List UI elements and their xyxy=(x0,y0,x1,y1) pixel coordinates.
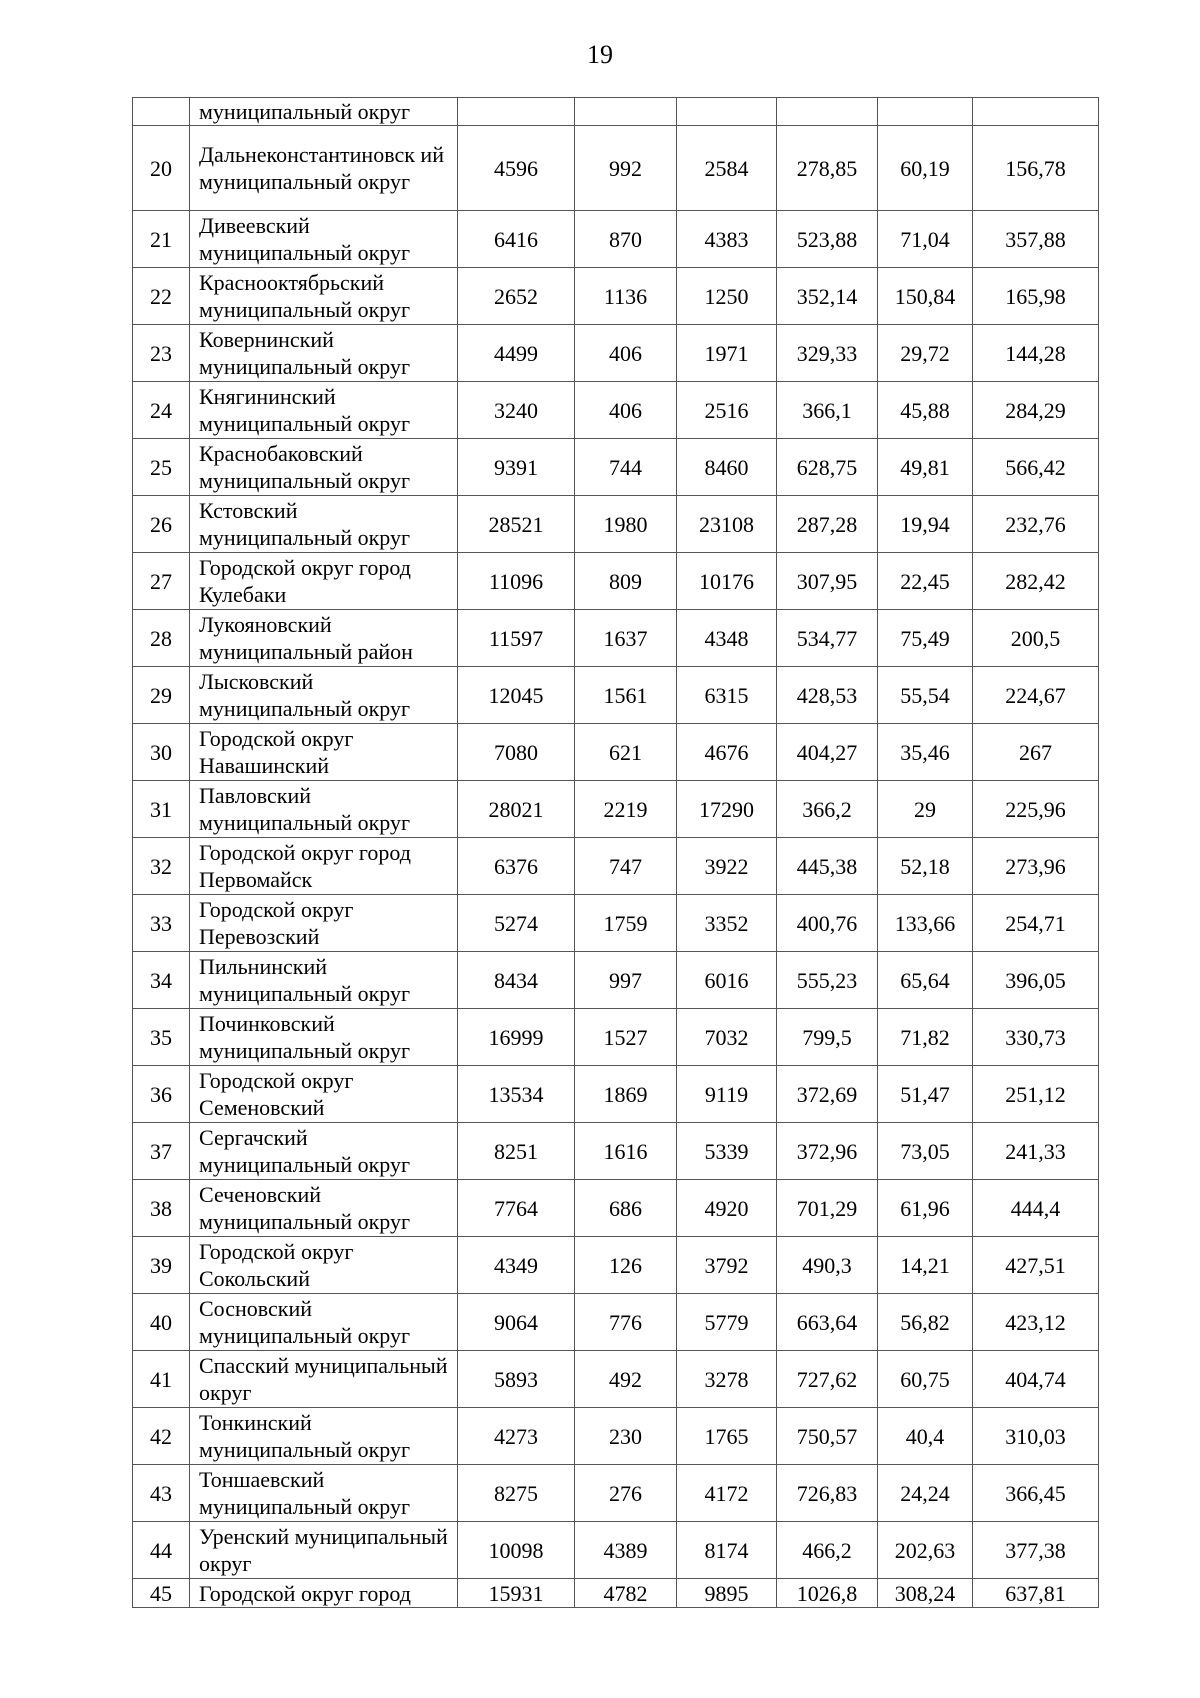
value-col-4: 750,57 xyxy=(777,1408,878,1465)
value-col-1: 4273 xyxy=(458,1408,575,1465)
row-number: 36 xyxy=(133,1066,190,1123)
value-col-4: 726,83 xyxy=(777,1465,878,1522)
value-col-1: 8434 xyxy=(458,952,575,1009)
table-row xyxy=(133,1465,1099,1522)
value-col-4: 278,85 xyxy=(777,126,878,211)
value-col-3: 1250 xyxy=(677,268,777,325)
value-col-1: 16999 xyxy=(458,1009,575,1066)
municipality-name: Сосновский муниципальный округ xyxy=(190,1294,458,1351)
value-col-3: 9895 xyxy=(677,1579,777,1608)
value-col-4: 534,77 xyxy=(777,610,878,667)
row-number: 33 xyxy=(133,895,190,952)
municipality-name: Тонкинский муниципальный округ xyxy=(190,1408,458,1465)
value-col-1: 7080 xyxy=(458,724,575,781)
municipality-name: Городской округ город xyxy=(190,1579,458,1608)
value-col-3 xyxy=(677,98,777,126)
value-col-5: 45,88 xyxy=(878,382,973,439)
value-col-5: 22,45 xyxy=(878,553,973,610)
value-col-6: 566,42 xyxy=(973,439,1099,496)
value-col-4: 628,75 xyxy=(777,439,878,496)
table-row xyxy=(133,724,1099,781)
value-col-3: 2584 xyxy=(677,126,777,211)
value-col-4: 466,2 xyxy=(777,1522,878,1579)
value-col-1: 6376 xyxy=(458,838,575,895)
value-col-6: 165,98 xyxy=(973,268,1099,325)
value-col-1: 4596 xyxy=(458,126,575,211)
municipality-name: Уренский муниципальный округ xyxy=(190,1522,458,1579)
row-number: 28 xyxy=(133,610,190,667)
row-number: 42 xyxy=(133,1408,190,1465)
value-col-5: 35,46 xyxy=(878,724,973,781)
value-col-3: 5779 xyxy=(677,1294,777,1351)
value-col-3: 4676 xyxy=(677,724,777,781)
value-col-6: 377,38 xyxy=(973,1522,1099,1579)
municipality-name: Городской округ город Кулебаки xyxy=(190,553,458,610)
value-col-2: 4782 xyxy=(575,1579,677,1608)
value-col-3: 17290 xyxy=(677,781,777,838)
value-col-5: 19,94 xyxy=(878,496,973,553)
value-col-1: 11096 xyxy=(458,553,575,610)
value-col-1 xyxy=(458,98,575,126)
value-col-2: 1980 xyxy=(575,496,677,553)
row-number: 29 xyxy=(133,667,190,724)
row-number: 32 xyxy=(133,838,190,895)
value-col-2: 4389 xyxy=(575,1522,677,1579)
table-row xyxy=(133,1351,1099,1408)
row-number: 37 xyxy=(133,1123,190,1180)
value-col-1: 4349 xyxy=(458,1237,575,1294)
municipality-name: Ковернинский муниципальный округ xyxy=(190,325,458,382)
municipality-name: Лукояновский муниципальный район xyxy=(190,610,458,667)
value-col-4: 1026,8 xyxy=(777,1579,878,1608)
row-number: 30 xyxy=(133,724,190,781)
municipality-name: Городской округ Перевозский xyxy=(190,895,458,952)
value-col-4: 799,5 xyxy=(777,1009,878,1066)
value-col-1: 9391 xyxy=(458,439,575,496)
table-row xyxy=(133,895,1099,952)
value-col-6: 366,45 xyxy=(973,1465,1099,1522)
row-number: 34 xyxy=(133,952,190,1009)
municipality-name: Дивеевский муниципальный округ xyxy=(190,211,458,268)
row-number: 45 xyxy=(133,1579,190,1608)
value-col-4: 555,23 xyxy=(777,952,878,1009)
value-col-1: 15931 xyxy=(458,1579,575,1608)
value-col-4: 329,33 xyxy=(777,325,878,382)
value-col-4: 372,69 xyxy=(777,1066,878,1123)
value-col-3: 1765 xyxy=(677,1408,777,1465)
value-col-1: 6416 xyxy=(458,211,575,268)
municipality-name: муниципальный округ xyxy=(190,98,458,126)
value-col-4: 428,53 xyxy=(777,667,878,724)
value-col-5: 29,72 xyxy=(878,325,973,382)
value-col-5: 52,18 xyxy=(878,838,973,895)
value-col-2: 997 xyxy=(575,952,677,1009)
value-col-3: 3792 xyxy=(677,1237,777,1294)
row-number: 40 xyxy=(133,1294,190,1351)
value-col-6: 423,12 xyxy=(973,1294,1099,1351)
table-row xyxy=(133,126,1099,211)
row-number: 35 xyxy=(133,1009,190,1066)
value-col-1: 10098 xyxy=(458,1522,575,1579)
value-col-4: 701,29 xyxy=(777,1180,878,1237)
value-col-1: 11597 xyxy=(458,610,575,667)
value-col-5: 150,84 xyxy=(878,268,973,325)
row-number: 22 xyxy=(133,268,190,325)
table-row xyxy=(133,667,1099,724)
value-col-5: 65,64 xyxy=(878,952,973,1009)
value-col-2: 406 xyxy=(575,382,677,439)
value-col-3: 4383 xyxy=(677,211,777,268)
value-col-1: 7764 xyxy=(458,1180,575,1237)
value-col-6 xyxy=(973,98,1099,126)
value-col-2: 1527 xyxy=(575,1009,677,1066)
value-col-5: 14,21 xyxy=(878,1237,973,1294)
value-col-6: 241,33 xyxy=(973,1123,1099,1180)
value-col-2 xyxy=(575,98,677,126)
value-col-1: 13534 xyxy=(458,1066,575,1123)
table-row xyxy=(133,382,1099,439)
value-col-1: 5274 xyxy=(458,895,575,952)
value-col-3: 7032 xyxy=(677,1009,777,1066)
value-col-6: 200,5 xyxy=(973,610,1099,667)
table-row xyxy=(133,1579,1099,1608)
table-row xyxy=(133,1123,1099,1180)
value-col-5: 56,82 xyxy=(878,1294,973,1351)
value-col-2: 1616 xyxy=(575,1123,677,1180)
table-row xyxy=(133,211,1099,268)
value-col-5: 51,47 xyxy=(878,1066,973,1123)
row-number: 38 xyxy=(133,1180,190,1237)
value-col-5: 60,75 xyxy=(878,1351,973,1408)
table-row xyxy=(133,439,1099,496)
value-col-3: 6016 xyxy=(677,952,777,1009)
value-col-6: 144,28 xyxy=(973,325,1099,382)
value-col-2: 992 xyxy=(575,126,677,211)
value-col-4: 490,3 xyxy=(777,1237,878,1294)
value-col-1: 9064 xyxy=(458,1294,575,1351)
value-col-2: 1759 xyxy=(575,895,677,952)
municipality-name: Сеченовский муниципальный округ xyxy=(190,1180,458,1237)
value-col-3: 8174 xyxy=(677,1522,777,1579)
table-row xyxy=(133,1009,1099,1066)
value-col-4: 404,27 xyxy=(777,724,878,781)
municipality-name: Городской округ Навашинский xyxy=(190,724,458,781)
value-col-5: 75,49 xyxy=(878,610,973,667)
value-col-4: 372,96 xyxy=(777,1123,878,1180)
value-col-2: 492 xyxy=(575,1351,677,1408)
value-col-5: 61,96 xyxy=(878,1180,973,1237)
value-col-3: 1971 xyxy=(677,325,777,382)
value-col-6: 267 xyxy=(973,724,1099,781)
value-col-2: 870 xyxy=(575,211,677,268)
value-col-2: 686 xyxy=(575,1180,677,1237)
value-col-6: 404,74 xyxy=(973,1351,1099,1408)
value-col-1: 8275 xyxy=(458,1465,575,1522)
value-col-3: 9119 xyxy=(677,1066,777,1123)
value-col-6: 444,4 xyxy=(973,1180,1099,1237)
table-row xyxy=(133,1522,1099,1579)
page-number: 19 xyxy=(587,40,613,69)
row-number: 23 xyxy=(133,325,190,382)
value-col-6: 251,12 xyxy=(973,1066,1099,1123)
value-col-5: 71,82 xyxy=(878,1009,973,1066)
value-col-5: 71,04 xyxy=(878,211,973,268)
value-col-3: 6315 xyxy=(677,667,777,724)
value-col-2: 126 xyxy=(575,1237,677,1294)
value-col-4 xyxy=(777,98,878,126)
value-col-5: 29 xyxy=(878,781,973,838)
municipality-name: Пильнинский муниципальный округ xyxy=(190,952,458,1009)
value-col-2: 1136 xyxy=(575,268,677,325)
table-row xyxy=(133,781,1099,838)
value-col-6: 357,88 xyxy=(973,211,1099,268)
table-row xyxy=(133,1180,1099,1237)
value-col-3: 8460 xyxy=(677,439,777,496)
municipality-name: Починковский муниципальный округ xyxy=(190,1009,458,1066)
municipality-name: Городской округ Сокольский xyxy=(190,1237,458,1294)
value-col-1: 3240 xyxy=(458,382,575,439)
table-row xyxy=(133,610,1099,667)
value-col-5: 308,24 xyxy=(878,1579,973,1608)
value-col-2: 809 xyxy=(575,553,677,610)
municipality-name: Городской округ Семеновский xyxy=(190,1066,458,1123)
value-col-1: 28021 xyxy=(458,781,575,838)
value-col-2: 621 xyxy=(575,724,677,781)
value-col-2: 1561 xyxy=(575,667,677,724)
value-col-3: 2516 xyxy=(677,382,777,439)
value-col-3: 10176 xyxy=(677,553,777,610)
table-row xyxy=(133,268,1099,325)
value-col-1: 28521 xyxy=(458,496,575,553)
value-col-2: 406 xyxy=(575,325,677,382)
value-col-4: 523,88 xyxy=(777,211,878,268)
value-col-5: 133,66 xyxy=(878,895,973,952)
row-number: 41 xyxy=(133,1351,190,1408)
value-col-5: 60,19 xyxy=(878,126,973,211)
municipality-name: Княгининский муниципальный округ xyxy=(190,382,458,439)
value-col-2: 2219 xyxy=(575,781,677,838)
table-row xyxy=(133,1294,1099,1351)
table-body xyxy=(133,98,1099,1608)
row-number: 21 xyxy=(133,211,190,268)
value-col-4: 727,62 xyxy=(777,1351,878,1408)
value-col-1: 5893 xyxy=(458,1351,575,1408)
value-col-4: 366,2 xyxy=(777,781,878,838)
row-number: 39 xyxy=(133,1237,190,1294)
municipality-name: Краснооктябрьский муниципальный округ xyxy=(190,268,458,325)
value-col-2: 744 xyxy=(575,439,677,496)
value-col-1: 8251 xyxy=(458,1123,575,1180)
table-row xyxy=(133,553,1099,610)
value-col-6: 282,42 xyxy=(973,553,1099,610)
municipality-name: Спасский муниципальный округ xyxy=(190,1351,458,1408)
value-col-4: 663,64 xyxy=(777,1294,878,1351)
value-col-1: 2652 xyxy=(458,268,575,325)
value-col-4: 307,95 xyxy=(777,553,878,610)
value-col-2: 1637 xyxy=(575,610,677,667)
municipality-name: Краснобаковский муниципальный округ xyxy=(190,439,458,496)
municipality-name: Павловский муниципальный округ xyxy=(190,781,458,838)
row-number: 43 xyxy=(133,1465,190,1522)
row-number: 24 xyxy=(133,382,190,439)
value-col-3: 3278 xyxy=(677,1351,777,1408)
municipality-name: Лысковский муниципальный округ xyxy=(190,667,458,724)
value-col-3: 4348 xyxy=(677,610,777,667)
value-col-6: 254,71 xyxy=(973,895,1099,952)
row-number: 31 xyxy=(133,781,190,838)
value-col-5: 40,4 xyxy=(878,1408,973,1465)
value-col-4: 352,14 xyxy=(777,268,878,325)
value-col-5: 202,63 xyxy=(878,1522,973,1579)
value-col-1: 12045 xyxy=(458,667,575,724)
row-number: 26 xyxy=(133,496,190,553)
value-col-3: 5339 xyxy=(677,1123,777,1180)
value-col-3: 23108 xyxy=(677,496,777,553)
value-col-3: 4920 xyxy=(677,1180,777,1237)
value-col-6: 224,67 xyxy=(973,667,1099,724)
table-row xyxy=(133,838,1099,895)
value-col-6: 637,81 xyxy=(973,1579,1099,1608)
municipality-name: Сергачский муниципальный округ xyxy=(190,1123,458,1180)
value-col-6: 310,03 xyxy=(973,1408,1099,1465)
value-col-6: 273,96 xyxy=(973,838,1099,895)
value-col-2: 747 xyxy=(575,838,677,895)
value-col-3: 3352 xyxy=(677,895,777,952)
value-col-5: 49,81 xyxy=(878,439,973,496)
value-col-6: 284,29 xyxy=(973,382,1099,439)
value-col-2: 230 xyxy=(575,1408,677,1465)
value-col-5: 55,54 xyxy=(878,667,973,724)
row-number xyxy=(133,98,190,126)
data-table xyxy=(132,97,1099,1608)
value-col-2: 776 xyxy=(575,1294,677,1351)
value-col-4: 366,1 xyxy=(777,382,878,439)
table-row xyxy=(133,325,1099,382)
municipality-name: Городской округ город Первомайск xyxy=(190,838,458,895)
municipality-name: Кстовский муниципальный округ xyxy=(190,496,458,553)
value-col-3: 4172 xyxy=(677,1465,777,1522)
value-col-1: 4499 xyxy=(458,325,575,382)
table-row xyxy=(133,1237,1099,1294)
value-col-6: 427,51 xyxy=(973,1237,1099,1294)
row-number: 44 xyxy=(133,1522,190,1579)
value-col-6: 225,96 xyxy=(973,781,1099,838)
value-col-2: 1869 xyxy=(575,1066,677,1123)
row-number: 20 xyxy=(133,126,190,211)
value-col-4: 400,76 xyxy=(777,895,878,952)
value-col-6: 396,05 xyxy=(973,952,1099,1009)
row-number: 27 xyxy=(133,553,190,610)
table-row xyxy=(133,952,1099,1009)
row-number: 25 xyxy=(133,439,190,496)
table-row xyxy=(133,496,1099,553)
municipality-name: Тоншаевский муниципальный округ xyxy=(190,1465,458,1522)
table-row xyxy=(133,1066,1099,1123)
value-col-5 xyxy=(878,98,973,126)
municipality-name: Дальнеконстантиновск ий муниципальный округ xyxy=(190,126,458,211)
value-col-5: 73,05 xyxy=(878,1123,973,1180)
value-col-3: 3922 xyxy=(677,838,777,895)
value-col-6: 232,76 xyxy=(973,496,1099,553)
value-col-4: 287,28 xyxy=(777,496,878,553)
value-col-2: 276 xyxy=(575,1465,677,1522)
value-col-6: 156,78 xyxy=(973,126,1099,211)
value-col-5: 24,24 xyxy=(878,1465,973,1522)
table-row xyxy=(133,1408,1099,1465)
value-col-6: 330,73 xyxy=(973,1009,1099,1066)
value-col-4: 445,38 xyxy=(777,838,878,895)
table-row xyxy=(133,98,1099,126)
